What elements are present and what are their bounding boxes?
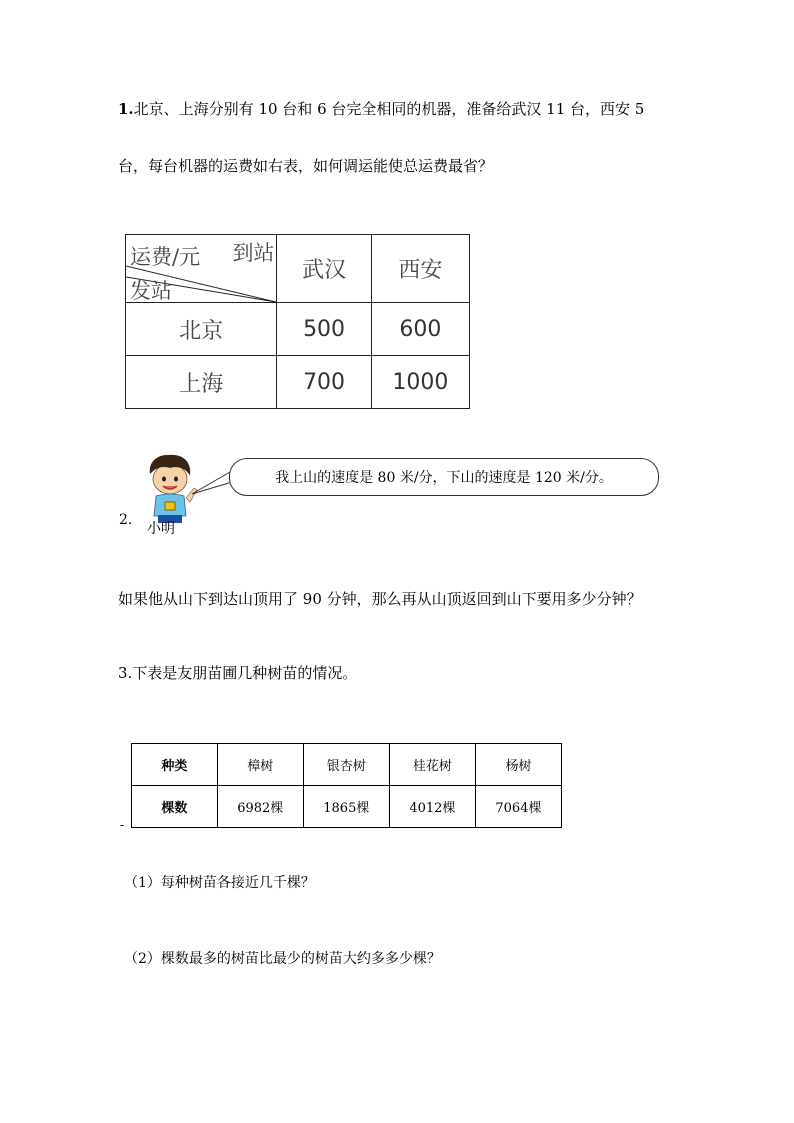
q1-text-line1: 北京、上海分别有 10 台和 6 台完全相同的机器，准备给武汉 11 台，西安 5 xyxy=(133,100,645,118)
stray-mark: - xyxy=(120,818,125,833)
q1-line1 xyxy=(118,98,644,119)
seedling-species-3: 桂花树 xyxy=(389,744,475,786)
q1-line2: 台，每台机器的运费如右表，如何调运能使总运费最省？ xyxy=(118,157,494,175)
seedling-count-1: 6982棵 xyxy=(217,786,303,828)
diagonal-header-cell xyxy=(126,235,277,303)
seedling-count-2: 1865棵 xyxy=(303,786,389,828)
seedling-species-2: 银杏树 xyxy=(303,744,389,786)
col-header-wuhan: 武汉 xyxy=(277,235,371,303)
speech-text: 我上山的速度是 80 米/分，下山的速度是 120 米/分。 xyxy=(275,470,613,486)
cell-beijing-xian: 600 xyxy=(371,303,469,356)
character-name: 小明 xyxy=(147,521,175,537)
seedling-species-4: 杨树 xyxy=(475,744,561,786)
q3-sub2: （2）棵数最多的树苗比最少的树苗大约多多少棵？ xyxy=(124,951,441,967)
seedling-count-4: 7064棵 xyxy=(475,786,561,828)
seedling-count-3: 4012棵 xyxy=(389,786,475,828)
seedling-header-count: 棵数 xyxy=(132,786,218,828)
seedling-header-type: 种类 xyxy=(132,744,218,786)
header-departure-label: 发站 xyxy=(130,279,172,303)
speech-bubble-tail xyxy=(190,470,234,496)
seedling-table xyxy=(131,743,562,828)
seedling-species-1: 樟树 xyxy=(217,744,303,786)
cell-shanghai-xian: 1000 xyxy=(371,356,469,409)
q3-intro: 3.下表是友朋苗圃几种树苗的情况。 xyxy=(118,664,358,682)
freight-cost-table xyxy=(125,234,470,409)
header-freight-label: 运费/元 xyxy=(130,245,201,269)
q1-number: 1. xyxy=(118,100,134,118)
q2-number: 2. xyxy=(119,512,133,528)
cell-shanghai-wuhan: 700 xyxy=(277,356,371,409)
q2-question: 如果他从山下到达山顶用了 90 分钟，那么再从山顶返回到山下要用多少分钟？ xyxy=(118,590,642,608)
row-header-beijing: 北京 xyxy=(126,303,277,356)
header-arrival-label: 到站 xyxy=(232,241,275,265)
col-header-xian: 西安 xyxy=(371,235,469,303)
row-header-shanghai: 上海 xyxy=(126,356,277,409)
cell-beijing-wuhan: 500 xyxy=(277,303,371,356)
q3-sub1: （1）每种树苗各接近几千棵？ xyxy=(124,875,315,891)
speech-bubble xyxy=(229,458,659,496)
